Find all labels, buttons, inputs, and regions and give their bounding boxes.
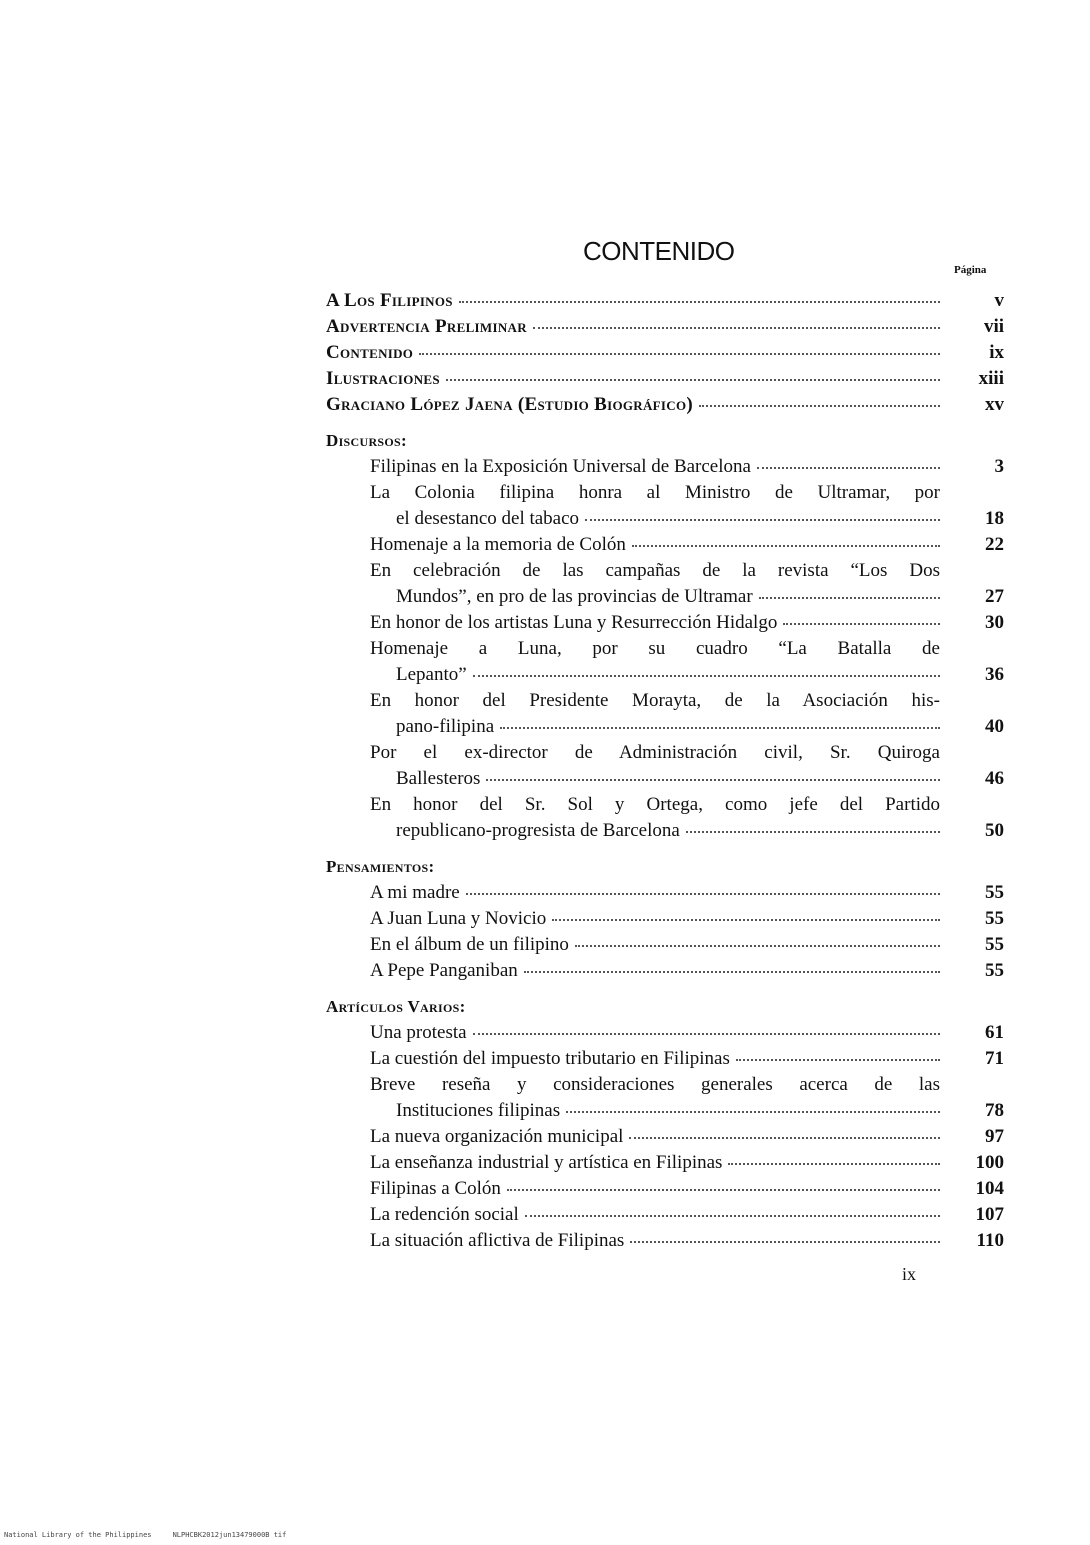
toc-entry-page: 71 xyxy=(985,1048,1004,1069)
dot-leader xyxy=(524,971,940,973)
toc-entry-page: 22 xyxy=(985,534,1004,555)
toc-entry-page: vii xyxy=(983,316,1004,337)
toc-entry-page: 55 xyxy=(985,908,1004,929)
toc-entry-page: 40 xyxy=(985,716,1004,737)
dot-leader xyxy=(459,301,940,303)
toc-entry-title: La enseñanza industrial y artística en Filipinas xyxy=(370,1152,723,1173)
section-heading-articulos: Artículos Varios: xyxy=(326,997,466,1016)
toc-entry-title-line1: Breve reseña y consideraciones generales acerca de las xyxy=(370,1074,940,1095)
dot-leader xyxy=(728,1163,940,1165)
toc-entry[interactable] xyxy=(326,714,1004,740)
toc-entry[interactable] xyxy=(326,1124,1004,1150)
dot-leader xyxy=(552,919,940,921)
toc-entry-title: A Los Filipinos xyxy=(326,290,453,311)
dot-leader xyxy=(500,727,940,729)
toc-entry-page: 100 xyxy=(975,1152,1004,1173)
toc-entry-title-line2: Ballesteros xyxy=(396,768,481,789)
page-number: ix xyxy=(902,1264,917,1284)
toc-entry-title: Contenido xyxy=(326,342,414,363)
toc-entry-title: A Juan Luna y Novicio xyxy=(370,908,547,929)
toc-entry[interactable] xyxy=(326,314,1004,340)
toc-entry-title: A mi madre xyxy=(370,882,460,903)
dot-leader xyxy=(473,1033,940,1035)
section-heading-discursos: Discursos: xyxy=(326,431,407,450)
toc-entry-page: 55 xyxy=(985,960,1004,981)
toc-entry[interactable] xyxy=(326,288,1004,314)
toc-entry-title-line1: Homenaje a Luna, por su cuadro “La Batalla de xyxy=(370,638,940,659)
toc-entry-title-line2: republicano-progresista de Barcelona xyxy=(396,820,680,841)
toc-entry-page: 78 xyxy=(985,1100,1004,1121)
toc-entry[interactable] xyxy=(326,1020,1004,1046)
dot-leader xyxy=(736,1059,940,1061)
toc-entry-title-line1: En honor del Sr. Sol y Ortega, como jefe del Partido xyxy=(370,794,940,815)
toc-entry[interactable] xyxy=(326,532,1004,558)
toc-entry-wrapped-line xyxy=(326,688,1004,714)
toc-entry-title: La cuestión del impuesto tributario en Filipinas xyxy=(370,1048,730,1069)
dot-leader xyxy=(525,1215,940,1217)
dot-leader xyxy=(473,675,940,677)
toc-entry-page: v xyxy=(994,290,1004,311)
toc-entry-title-line2: Instituciones filipinas xyxy=(396,1100,561,1121)
dot-leader xyxy=(632,545,940,547)
toc-entry[interactable] xyxy=(326,906,1004,932)
toc-entry-page: 3 xyxy=(994,456,1004,477)
toc-entry-page: 30 xyxy=(985,612,1004,633)
toc-entry-page: 27 xyxy=(985,586,1004,607)
dot-leader xyxy=(630,1241,940,1243)
dot-leader xyxy=(757,467,940,469)
page-column-label: Página xyxy=(954,264,987,276)
toc-entry-title: Advertencia Preliminar xyxy=(326,316,527,337)
toc-entry[interactable] xyxy=(326,818,1004,844)
toc-entry-wrapped-line xyxy=(326,792,1004,818)
toc-entry[interactable] xyxy=(326,1150,1004,1176)
dot-leader xyxy=(686,831,940,833)
toc-entry[interactable] xyxy=(326,1228,1004,1254)
toc-entry[interactable] xyxy=(326,1046,1004,1072)
dot-leader xyxy=(507,1189,940,1191)
toc-entry-title: La situación aflictiva de Filipinas xyxy=(370,1230,625,1251)
toc-entry[interactable] xyxy=(326,932,1004,958)
dot-leader xyxy=(466,893,940,895)
toc-entry-title: Una protesta xyxy=(370,1022,467,1043)
dot-leader xyxy=(446,379,940,381)
toc-entry-title-line1: En celebración de las campañas de la revista “Los Dos xyxy=(370,560,940,581)
toc-entry-page: 36 xyxy=(985,664,1004,685)
toc-entry-title-line2: Mundos”, en pro de las provincias de Ultramar xyxy=(396,586,753,607)
dot-leader xyxy=(533,327,940,329)
toc-entry[interactable] xyxy=(326,610,1004,636)
page-title: CONTENIDO xyxy=(583,236,735,266)
toc-entry-page: 18 xyxy=(985,508,1004,529)
scan-footer-stamp: National Library of the Philippines NLPHCBK2012jun13479000B tif xyxy=(4,1531,287,1539)
toc-entry-title: La nueva organización municipal xyxy=(370,1126,624,1147)
dot-leader xyxy=(566,1111,940,1113)
toc-entry-title: En el álbum de un filipino xyxy=(370,934,569,955)
toc-entry-page: xv xyxy=(985,394,1004,415)
toc-entry-page: 104 xyxy=(975,1178,1004,1199)
toc-entry-title-line1: La Colonia filipina honra al Ministro de Ultramar, por xyxy=(370,482,940,503)
toc-entry[interactable] xyxy=(326,392,1004,418)
toc-entry-page: 110 xyxy=(976,1230,1004,1251)
toc-entry-wrapped-line xyxy=(326,636,1004,662)
toc-entry-title-line2: Lepanto” xyxy=(396,664,467,685)
dot-leader xyxy=(629,1137,940,1139)
toc-entry[interactable] xyxy=(326,1202,1004,1228)
dot-leader xyxy=(486,779,940,781)
toc-entry[interactable] xyxy=(326,1176,1004,1202)
toc-entry[interactable] xyxy=(326,880,1004,906)
table-of-contents xyxy=(326,288,1004,1254)
dot-leader xyxy=(699,405,940,407)
toc-entry-title: A Pepe Panganiban xyxy=(370,960,518,981)
toc-entry-title-line2: pano-filipina xyxy=(396,716,495,737)
toc-entry[interactable] xyxy=(326,454,1004,480)
toc-entry[interactable] xyxy=(326,766,1004,792)
toc-entry[interactable] xyxy=(326,506,1004,532)
toc-entry[interactable] xyxy=(326,662,1004,688)
toc-entry-page: 107 xyxy=(975,1204,1004,1225)
toc-entry[interactable] xyxy=(326,366,1004,392)
toc-entry-title-line1: Por el ex-director de Administración civil, Sr. Quiroga xyxy=(370,742,940,763)
toc-entry[interactable] xyxy=(326,958,1004,984)
toc-entry[interactable] xyxy=(326,584,1004,610)
toc-entry-title: En honor de los artistas Luna y Resurrección Hidalgo xyxy=(370,612,778,633)
toc-entry-title: Homenaje a la memoria de Colón xyxy=(370,534,626,555)
section-heading-pensamientos: Pensamientos: xyxy=(326,857,435,876)
dot-leader xyxy=(783,623,940,625)
toc-entry[interactable] xyxy=(326,1098,1004,1124)
toc-entry-title-line2: el desestanco del tabaco xyxy=(396,508,580,529)
toc-entry-wrapped-line xyxy=(326,480,1004,506)
dot-leader xyxy=(419,353,940,355)
toc-entry-title: Filipinas en la Exposición Universal de Barcelona xyxy=(370,456,751,477)
toc-entry-page: 50 xyxy=(985,820,1004,841)
toc-entry-wrapped-line xyxy=(326,740,1004,766)
toc-entry[interactable] xyxy=(326,340,1004,366)
toc-entry-page: 97 xyxy=(985,1126,1004,1147)
toc-entry-page: 55 xyxy=(985,934,1004,955)
toc-entry-page: ix xyxy=(989,342,1004,363)
toc-entry-wrapped-line xyxy=(326,558,1004,584)
dot-leader xyxy=(759,597,940,599)
toc-entry-wrapped-line xyxy=(326,1072,1004,1098)
toc-entry-page: xiii xyxy=(978,368,1004,389)
toc-entry-title: Ilustraciones xyxy=(326,368,440,389)
toc-entry-title: Graciano López Jaena (Estudio Biográfico) xyxy=(326,394,694,415)
toc-entry-title: Filipinas a Colón xyxy=(370,1178,501,1199)
toc-entry-title: La redención social xyxy=(370,1204,519,1225)
toc-entry-title-line1: En honor del Presidente Morayta, de la Asociación his- xyxy=(370,690,940,711)
toc-entry-page: 55 xyxy=(985,882,1004,903)
toc-entry-page: 46 xyxy=(985,768,1004,789)
dot-leader xyxy=(575,945,940,947)
dot-leader xyxy=(585,519,940,521)
toc-entry-page: 61 xyxy=(985,1022,1004,1043)
